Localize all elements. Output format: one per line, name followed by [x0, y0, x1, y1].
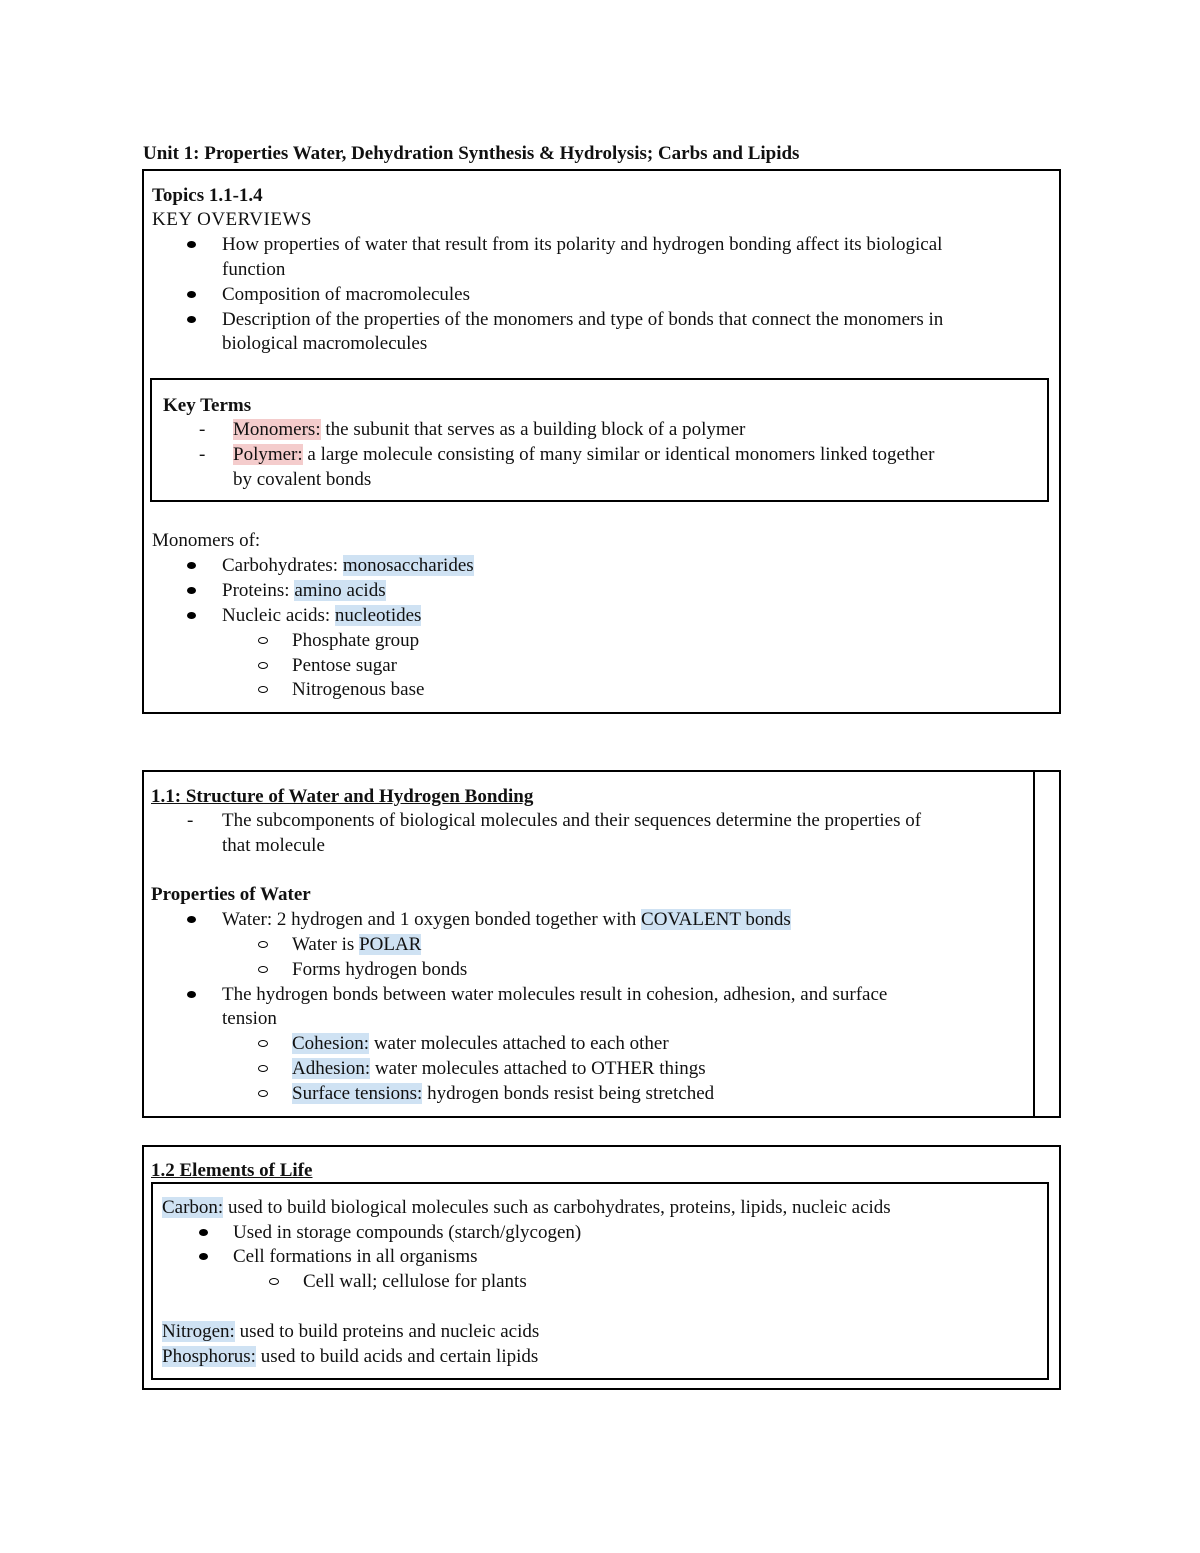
forms-hydrogen-bonds: Forms hydrogen bonds	[292, 959, 468, 980]
sub-bullet-icon	[258, 966, 268, 973]
cohesion-item: Cohesion: water molecules attached to each other	[292, 1033, 669, 1054]
carbon-term: Carbon:	[162, 1197, 224, 1218]
nitrogen-term: Nitrogen:	[162, 1321, 235, 1342]
def-monomers: the subunit that serves as a building block of a polymer	[320, 419, 746, 440]
monosaccharides-highlight: monosaccharides	[342, 555, 474, 576]
dash-marker: -	[187, 810, 194, 831]
bullet-icon	[187, 587, 196, 594]
sub-bullet-icon	[269, 1278, 279, 1285]
bullet-icon	[199, 1253, 208, 1260]
term-polymer: Polymer:	[233, 444, 303, 465]
overview-item: Description of the properties of the monomers and type of bonds that connect the monomers in	[222, 309, 944, 330]
cohesion-term: Cohesion:	[292, 1033, 370, 1054]
polar-highlight: POLAR	[359, 934, 422, 955]
carbon-item: Carbon: used to build biological molecules such as carbohydrates, proteins, lipids, nucleic acids	[162, 1197, 891, 1218]
monomer-carbs: Carbohydrates: monosaccharides	[222, 555, 474, 576]
topics-label: Topics 1.1-1.4	[152, 185, 263, 206]
column-divider	[1033, 770, 1035, 1118]
sub-bullet-icon	[258, 1090, 268, 1097]
amino-acids-highlight: amino acids	[294, 580, 386, 601]
bullet-icon	[187, 291, 196, 298]
phosphorus-item: Phosphorus: used to build acids and certain lipids	[162, 1346, 539, 1367]
def-polymer: a large molecule consisting of many similar or identical monomers linked together	[302, 444, 935, 465]
bullet-icon	[187, 562, 196, 569]
overview-item-cont: biological macromolecules	[222, 333, 428, 354]
carbon-cell-formation: Cell formations in all organisms	[233, 1246, 478, 1267]
def-polymer-cont: by covalent bonds	[233, 469, 372, 490]
overview-item: Composition of macromolecules	[222, 284, 471, 305]
surface-tension-item: Surface tensions: hydrogen bonds resist being stretched	[292, 1083, 715, 1104]
dash-marker: -	[199, 444, 206, 465]
bullet-icon	[187, 316, 196, 323]
sub-bullet-icon	[258, 662, 268, 669]
sub-bullet-icon	[258, 637, 268, 644]
hbonds-result: The hydrogen bonds between water molecules result in cohesion, adhesion, and surface	[222, 984, 888, 1005]
term-monomers: Monomers:	[233, 419, 321, 440]
section-heading-1-2: 1.2 Elements of Life	[151, 1160, 313, 1181]
properties-heading: Properties of Water	[151, 884, 311, 905]
bullet-icon	[187, 991, 196, 998]
adhesion-term: Adhesion:	[292, 1058, 371, 1079]
key-term-monomers	[233, 417, 745, 442]
surface-tension-term: Surface tensions:	[292, 1083, 423, 1104]
phosphorus-term: Phosphorus:	[162, 1346, 256, 1367]
nucleotides-highlight: nucleotides	[334, 605, 422, 626]
bullet-icon	[187, 612, 196, 619]
carbon-cell-wall: Cell wall; cellulose for plants	[303, 1271, 527, 1292]
sub-bullet-icon	[258, 941, 268, 948]
bullet-icon	[199, 1229, 208, 1236]
covalent-highlight: COVALENT bonds	[641, 909, 791, 930]
sub-bullet-icon	[258, 1065, 268, 1072]
nucleotide-part: Nitrogenous base	[292, 679, 425, 700]
monomer-proteins: Proteins: amino acids	[222, 580, 386, 601]
overview-item-cont: function	[222, 259, 286, 280]
nucleotide-part: Pentose sugar	[292, 655, 398, 676]
sub-bullet-icon	[258, 686, 268, 693]
key-overviews-heading: KEY OVERVIEWS	[152, 209, 312, 230]
key-terms-heading: Key Terms	[163, 395, 252, 416]
water-intro-cont: that molecule	[222, 835, 325, 856]
carbon-storage: Used in storage compounds (starch/glycogen)	[233, 1222, 582, 1243]
sub-bullet-icon	[258, 1040, 268, 1047]
bullet-icon	[187, 916, 196, 923]
bullet-icon	[187, 241, 196, 248]
water-intro: The subcomponents of biological molecules and their sequences determine the properties of	[222, 810, 922, 831]
key-term-polymer	[233, 442, 934, 467]
water-composition: Water: 2 hydrogen and 1 oxygen bonded together with COVALENT bonds	[222, 909, 791, 930]
monomer-nucleic: Nucleic acids: nucleotides	[222, 605, 422, 626]
hbonds-result-cont: tension	[222, 1008, 277, 1029]
overview-item: How properties of water that result from its polarity and hydrogen bonding affect its biological	[222, 234, 943, 255]
section-heading-1-1: 1.1: Structure of Water and Hydrogen Bonding	[151, 786, 534, 807]
nitrogen-item: Nitrogen: used to build proteins and nucleic acids	[162, 1321, 540, 1342]
water-polar: Water is POLAR	[292, 934, 422, 955]
adhesion-item: Adhesion: water molecules attached to OTHER things	[292, 1058, 706, 1079]
monomers-of-label: Monomers of:	[152, 530, 261, 551]
nucleotide-part: Phosphate group	[292, 630, 420, 651]
page-title: Unit 1: Properties Water, Dehydration Synthesis & Hydrolysis; Carbs and Lipids	[143, 143, 800, 164]
dash-marker: -	[199, 419, 206, 440]
